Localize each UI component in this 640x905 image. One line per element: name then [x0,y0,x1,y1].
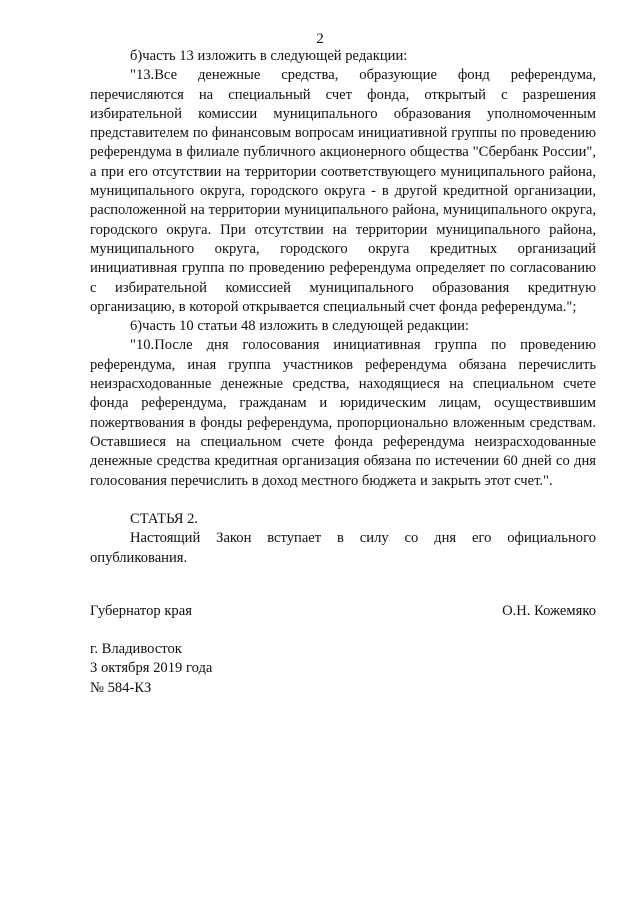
signatory-name: О.Н. Кожемяко [502,603,596,619]
page-number: 2 [316,31,324,47]
article-heading: СТАТЬЯ 2. [130,511,199,528]
signatory-title: Губернатор края [90,603,192,619]
paragraph-part-10: "10.После дня голосования инициативная группа по проведению референдума, иная группа участников референдума обязана перечислить неизрасходованные денежные средства, находящиеся на специальном счете фонда референдума, гражданам и юридическим лицам, осуществившим пожертвования в фонды референдума, пропорционально вложенным средствам. Оставшиеся на специальном счете фонда референдума неизрасходованные денежные средства кредитная организация обязана по истечении 60 дней со дня голосования перечислить в доход местного бюджета и закрыть этот счет.". [90,337,596,489]
law-number: № 584-КЗ [90,679,152,696]
place-date-block [90,640,212,698]
document-body [90,47,596,568]
city: г. Владивосток [90,641,182,657]
paragraph-amend-b: б)часть 13 изложить в следующей редакции: [130,48,408,64]
date: 3 октября 2019 года [90,660,213,677]
paragraph-part-13: "13.Все денежные средства, образующие фонд референдума, перечисляются на специальный счет фонда, открытый с разрешения избирательной комиссии муниципального образования уполномоченным представителем по финансовым вопросам инициативной группы по проведению референдума в филиале публичного акционерного общества "Сбербанк России", а при его отсутствии на территории соответствующего муниципального района, муниципального округа, городского округа - в другой кредитной организации, расположенной на территории муниципального района, муниципального округа, городского округа. При отсутствии на территории муниципального района, муниципального округа, городского округа кредитных организаций инициативная группа по проведению референдума определяет по согласованию с избирательной комиссией муниципального образования кредитную организацию, в которой открывается специальный счет фонда референдума."; [90,67,596,315]
paragraph-amend-6: 6)часть 10 статьи 48 изложить в следующей редакции: [130,318,470,335]
article-text: Настоящий Закон вступает в силу со дня его официального опубликования. [90,530,596,566]
signature-block [90,602,596,621]
